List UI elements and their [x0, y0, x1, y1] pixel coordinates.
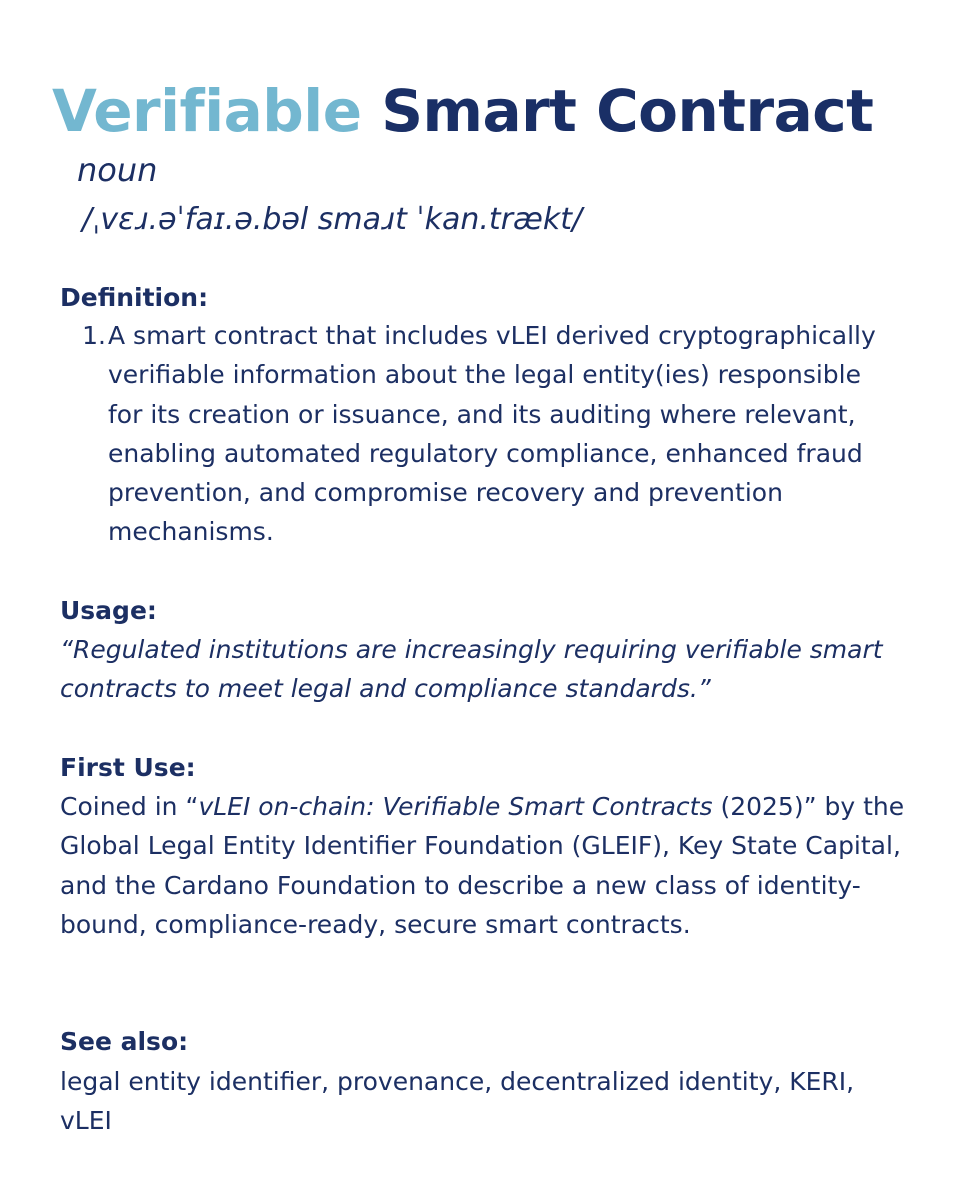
first-use-suffix: (2025)” by the Global Legal Entity Identifier Foundation (GLEIF), Key State Capital, and the Cardano Foundation to describe a new class of identity-bound, compliance-ready, secure smart contracts.	[60, 792, 905, 939]
definition-item-number: 1.	[82, 321, 106, 350]
term-title	[52, 76, 873, 146]
term-title-dark: Smart Contract	[381, 77, 874, 145]
part-of-speech: noun	[77, 151, 158, 189]
definition-item	[60, 316, 920, 552]
first-use-label: First Use:	[60, 753, 196, 782]
pronunciation: /ˌvɛɹ.əˈfaɪ.ə.bəl smaɹt ˈkan.trækt/	[82, 202, 583, 237]
definition-label: Definition:	[60, 283, 209, 312]
first-use-prefix: Coined in “	[60, 792, 199, 821]
see-also-label: See also:	[60, 1027, 189, 1056]
see-also-text: legal entity identifier, provenance, decentralized identity, KERI, vLEI	[60, 1067, 855, 1136]
definition-list	[60, 316, 920, 552]
usage-label: Usage:	[60, 596, 157, 625]
first-use-work-title: vLEI on-chain: Verifiable Smart Contracts	[198, 792, 713, 821]
first-use-text	[60, 787, 920, 944]
usage-quote: “Regulated institutions are increasingly requiring verifiable smart contracts to meet legal and compliance standards.”	[60, 635, 883, 704]
definition-item-text: A smart contract that includes vLEI derived cryptographically verifiable information about the legal entity(ies) responsible for its creation or issuance, and its auditing where relevant, enabling automated regulatory compliance, enhanced fraud prevention, and compromise recovery and prevention mechanisms.	[108, 321, 876, 547]
term-title-light: Verifiable	[52, 77, 362, 145]
